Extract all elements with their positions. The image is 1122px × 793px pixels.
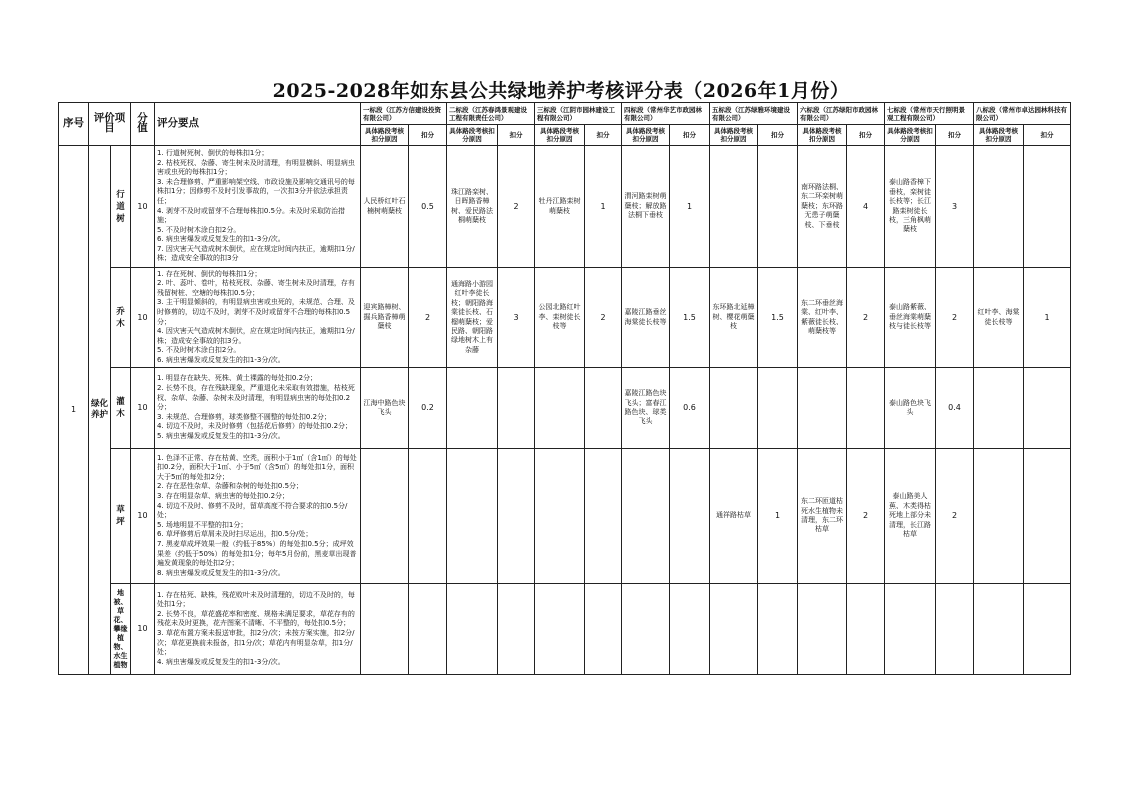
deduct-value: 1.5: [670, 268, 710, 368]
criteria-line: 1. 明显存在缺失、死株、黄土裸露的每处扣0.2分；: [157, 374, 318, 383]
criteria-line: 1. 存在枯死、缺株，残花败叶未及时清理的，切边不及时的，每处扣1分；: [157, 590, 355, 609]
deduct-value: [1024, 368, 1071, 449]
deduct-value: 0.2: [409, 368, 447, 449]
deduct-reason: [798, 584, 847, 675]
criteria-cell: [155, 146, 361, 268]
subheader-deduct: 扣分: [847, 125, 885, 146]
table-row: [59, 584, 1071, 675]
subheader-reason: 具体路段考核扣分原因: [447, 125, 498, 146]
deduct-reason: 泰山路紫薇、垂丝海棠萌蘖枝与徒长枝等: [885, 268, 936, 368]
item-score: 10: [131, 449, 155, 584]
subheader-deduct: 扣分: [585, 125, 622, 146]
deduct-value: 1: [758, 449, 798, 584]
criteria-line: 4. 因灾害天气造成树木倒伏，应在规定时间内扶正，逾期扣1分/株；造成安全事故的扣3分。: [157, 327, 355, 345]
header-criteria: 评分要点: [155, 103, 361, 146]
criteria-cell: [155, 584, 361, 675]
deduct-reason: 渭河路栾树萌蘖枝；解放路法桐下垂枝: [622, 146, 670, 268]
deduct-reason: 泰山路香樟下垂枝，栾树徒长枝等；长江路栾树徒长枝，三角枫萌蘖枝: [885, 146, 936, 268]
deduct-value: 2: [585, 268, 622, 368]
table-row: [59, 449, 1071, 584]
deduct-value: 2: [498, 146, 535, 268]
deduct-reason: [974, 146, 1024, 268]
section-header: 三标段（江阴市园林建设工程有限公司）: [535, 103, 622, 125]
deduct-reason: 牡丹江路栾树萌蘖枝: [535, 146, 585, 268]
criteria-line: 3. 未合理修剪、严重影响架空线、市政设施及影响交通讯号的每株扣1分；因修剪不及时引发事故的，一次扣3分并依法承担责任；: [157, 177, 355, 205]
header-item: 评价项目: [89, 103, 131, 146]
deduct-reason: 通海路小游园红叶李徒长枝；朝阳路海棠徒长枝、石榴萌蘖枝；爱民路、朝阳路绿地树木上有杂藤: [447, 268, 498, 368]
deduct-reason: [622, 584, 670, 675]
deduct-reason: 东二环垂丝海棠、红叶李、紫薇徒长枝、萌蘖枝等: [798, 268, 847, 368]
table-row: [59, 146, 1071, 268]
deduct-value: 1: [670, 146, 710, 268]
deduct-reason: [447, 368, 498, 449]
deduct-value: [585, 368, 622, 449]
subheader-reason: 具体路段考核扣分原因: [885, 125, 936, 146]
criteria-line: 6. 病虫害爆发或反复发生的扣1-3分/次。: [157, 355, 285, 364]
criteria-line: 1. 存在死树、倒伏的每株扣1分；: [157, 269, 262, 278]
criteria-line: 2. 枯枝死杈、杂藤、寄生树未及时清理，有明显横斜、明显病虫害或虫死的每株扣1分；: [157, 158, 355, 177]
subheader-deduct: 扣分: [409, 125, 447, 146]
deduct-value: [847, 584, 885, 675]
deduct-value: [758, 584, 798, 675]
criteria-line: 2. 长势不良，存在残缺现象，严重退化未采取有效措施，枯枝死杈、杂草、杂藤、杂树未及时清理，有明显病虫害的每处扣0.2分；: [157, 384, 355, 412]
subheader-reason: 具体路段考核扣分原因: [622, 125, 670, 146]
criteria-line: 6. 草坪修剪后草屑未及时扫尽运出，扣0.5分/处；: [157, 530, 313, 539]
criteria-line: 5. 不及时树木涂白扣2分。: [157, 225, 241, 234]
deduct-value: [670, 584, 710, 675]
deduct-reason: [710, 584, 758, 675]
deduct-value: [409, 584, 447, 675]
criteria-line: 2. 叶、蕊叶、卷叶，枯枝死杈、杂藤、寄生树未及时清理，存有残留树桩、空塘的每株扣0.5分；: [157, 279, 355, 297]
header-score: 分值: [131, 103, 155, 146]
criteria-line: 3. 未规范、合理修剪，球类修整不圆整的每处扣0.2分；: [157, 412, 332, 421]
subheader-deduct: 扣分: [758, 125, 798, 146]
criteria-line: 3. 草花布置方案未报送审批，扣2分/次；未按方案实施，扣2分/次；草花更换前未报备，扣1分/次；草花内有明显杂草，扣1分/处；: [157, 629, 355, 657]
criteria-line: 4. 切边不及时，未及时修剪（包括花后修剪）的每处扣0.2分；: [157, 422, 353, 431]
criteria-line: 2. 长势不良，草花盛花率和密度、规格未满足要求，草花存有的残花未及时更换，花卉图案不清晰、不平整的，每处扣0.5分；: [157, 609, 355, 628]
deduct-value: [1024, 449, 1071, 584]
subheader-deduct: 扣分: [670, 125, 710, 146]
deduct-reason: 东环路北延樟树、樱花萌蘖枝: [710, 268, 758, 368]
item-name: 草坪: [111, 449, 131, 584]
deduct-reason: [885, 584, 936, 675]
table-row: [59, 368, 1071, 449]
deduct-reason: [710, 368, 758, 449]
criteria-cell: [155, 268, 361, 368]
section-header: 七标段（常州市天行照明景观工程有限公司）: [885, 103, 974, 125]
category-label: 绿化养护: [89, 146, 111, 675]
item-name: 灌木: [111, 368, 131, 449]
deduct-value: [498, 449, 535, 584]
deduct-reason: 珠江路栾树、日晖路香樟树、爱民路法桐萌蘖枝: [447, 146, 498, 268]
criteria-line: 5. 场地明显不平整的扣1分；: [157, 520, 248, 529]
deduct-value: 2: [936, 449, 974, 584]
deduct-value: 1.5: [758, 268, 798, 368]
deduct-reason: [447, 584, 498, 675]
deduct-reason: 泰山路色块飞头: [885, 368, 936, 449]
deduct-value: [585, 449, 622, 584]
deduct-value: [936, 584, 974, 675]
row-seq: 1: [59, 146, 89, 675]
deduct-value: [498, 584, 535, 675]
deduct-value: [1024, 584, 1071, 675]
deduct-reason: [974, 584, 1024, 675]
criteria-line: 5. 不及时树木涂白扣2分。: [157, 346, 241, 355]
deduct-value: 0.4: [936, 368, 974, 449]
item-score: 10: [131, 368, 155, 449]
section-header: 四标段（常州华艺市政园林有限公司）: [622, 103, 710, 125]
deduct-reason: [535, 449, 585, 584]
item-name: 行道树: [111, 146, 131, 268]
item-score: 10: [131, 146, 155, 268]
criteria-line: 3. 存在明显杂草、病虫害的每处扣0.2分；: [157, 492, 290, 501]
subheader-deduct: 扣分: [498, 125, 535, 146]
deduct-value: 1: [1024, 268, 1071, 368]
criteria-line: 2. 存在恶性杂草、杂藤和杂树的每处扣0.5分；: [157, 482, 304, 491]
deduct-reason: [974, 368, 1024, 449]
criteria-line: 4. 剥芽不及时或留芽不合理每株扣0.5分。未及时采取防治措施；: [157, 206, 346, 225]
criteria-cell: [155, 449, 361, 584]
criteria-line: 1. 行道树死树、倒伏的每株扣1分；: [157, 148, 269, 157]
deduct-reason: 红叶李、海棠徒长枝等: [974, 268, 1024, 368]
deduct-reason: [622, 449, 670, 584]
section-header: 五标段（江苏绿雅环境建设有限公司）: [710, 103, 798, 125]
subheader-reason: 具体路段考核扣分原因: [974, 125, 1024, 146]
subheader-reason: 具体路段考核扣分原因: [361, 125, 409, 146]
deduct-reason: 迎宾路樟树、掘兵路香樟萌蘖枝: [361, 268, 409, 368]
deduct-reason: [535, 584, 585, 675]
deduct-value: 0.5: [409, 146, 447, 268]
subheader-reason: 具体路段考核扣分原因: [710, 125, 758, 146]
deduct-value: [670, 449, 710, 584]
deduct-value: [409, 449, 447, 584]
section-header: 六标段（江苏绿阳市政园林有限公司）: [798, 103, 885, 125]
deduct-reason: 东二环匝道枯死水生植物未清理，东二环枯草: [798, 449, 847, 584]
section-header: 一标段（江苏方信建设投资有限公司）: [361, 103, 447, 125]
deduct-value: 2: [847, 268, 885, 368]
deduct-value: 4: [847, 146, 885, 268]
criteria-line: 3. 主干明显倾斜的，有明显病虫害或虫死的，未规范、合理、及时修剪的，切边不及时，剥芽不及时或留芽不合理的每株扣0.5分；: [157, 298, 355, 326]
deduct-value: [847, 368, 885, 449]
score-table: [58, 102, 1071, 675]
deduct-value: 2: [936, 268, 974, 368]
criteria-line: 4. 病虫害爆发或反复发生的扣1-3分/次。: [157, 657, 285, 666]
criteria-line: 1. 色泽不正常、存在枯黄、空秃，面积小于1㎡（含1㎡）的每处扣0.2分，面积大于1㎡、小于5㎡（含5㎡）的每处扣1分，面积大于5㎡的每处扣2分；: [157, 453, 357, 481]
page-title: 2025-2028年如东县公共绿地养护考核评分表（2026年1月份）: [272, 80, 850, 102]
deduct-reason: 通祥路枯草: [710, 449, 758, 584]
deduct-reason: [361, 449, 409, 584]
deduct-reason: 嘉陵江路色块飞头；富春江路色块、球类飞头: [622, 368, 670, 449]
deduct-value: [758, 146, 798, 268]
deduct-reason: [710, 146, 758, 268]
deduct-reason: 泰山路美人蕉、木类得枯死地上部分未清理，长江路枯草: [885, 449, 936, 584]
deduct-value: 0.6: [670, 368, 710, 449]
deduct-value: 2: [409, 268, 447, 368]
criteria-line: 7. 因灾害天气造成树木倒伏，应在规定时间内扶正，逾期扣1分/株；造成安全事故的扣3分: [157, 244, 355, 263]
criteria-line: 8. 病虫害爆发或反复发生的扣1-3分/次。: [157, 568, 285, 577]
deduct-value: [758, 368, 798, 449]
item-score: 10: [131, 584, 155, 675]
subheader-reason: 具体路段考核扣分原因: [798, 125, 847, 146]
criteria-line: 7. 黑麦草成坪效果一般（约低于85%）的每处扣0.5分；成坪效果差（约低于50%）的每处扣1分；每年5月份前，黑麦草出现普遍发黄现象的每处扣2分；: [157, 539, 357, 568]
criteria-line: 6. 病虫害爆发或反复发生的扣1-3分/次。: [157, 235, 285, 244]
deduct-reason: [798, 368, 847, 449]
deduct-reason: [361, 584, 409, 675]
deduct-value: 1: [585, 146, 622, 268]
subheader-deduct: 扣分: [936, 125, 974, 146]
deduct-value: 2: [847, 449, 885, 584]
section-header: 二标段（江苏春鸿景观建设工程有限责任公司）: [447, 103, 535, 125]
item-name: 地被、草花、攀缘植物、水生植物: [111, 584, 131, 675]
header-seq: 序号: [59, 103, 89, 146]
section-header: 八标段（常州市卓达园林科技有限公司）: [974, 103, 1071, 125]
deduct-reason: 人民桥红叶石楠树萌蘖枝: [361, 146, 409, 268]
deduct-reason: 公园北路红叶李、栾树徒长枝等: [535, 268, 585, 368]
subheader-reason: 具体路段考核扣分原因: [535, 125, 585, 146]
deduct-reason: 江海中路色块飞头: [361, 368, 409, 449]
criteria-line: 5. 病虫害爆发或反复发生的扣1-3分/次。: [157, 431, 285, 440]
deduct-value: 3: [498, 268, 535, 368]
deduct-value: 3: [936, 146, 974, 268]
item-score: 10: [131, 268, 155, 368]
table-row: [59, 268, 1071, 368]
deduct-reason: 南环路法桐、东二环栾树萌蘖枝；东环路无患子萌蘖枝、下垂枝: [798, 146, 847, 268]
deduct-reason: [974, 449, 1024, 584]
deduct-reason: [447, 449, 498, 584]
deduct-value: [1024, 146, 1071, 268]
criteria-line: 4. 切边不及时、修剪不及时，留草高度不符合要求的扣0.5分/处；: [157, 501, 348, 520]
deduct-reason: [535, 368, 585, 449]
subheader-deduct: 扣分: [1024, 125, 1071, 146]
criteria-cell: [155, 368, 361, 449]
deduct-reason: 嘉陵江路垂丝海棠徒长枝等: [622, 268, 670, 368]
deduct-value: [585, 584, 622, 675]
item-name: 乔木: [111, 268, 131, 368]
deduct-value: [498, 368, 535, 449]
